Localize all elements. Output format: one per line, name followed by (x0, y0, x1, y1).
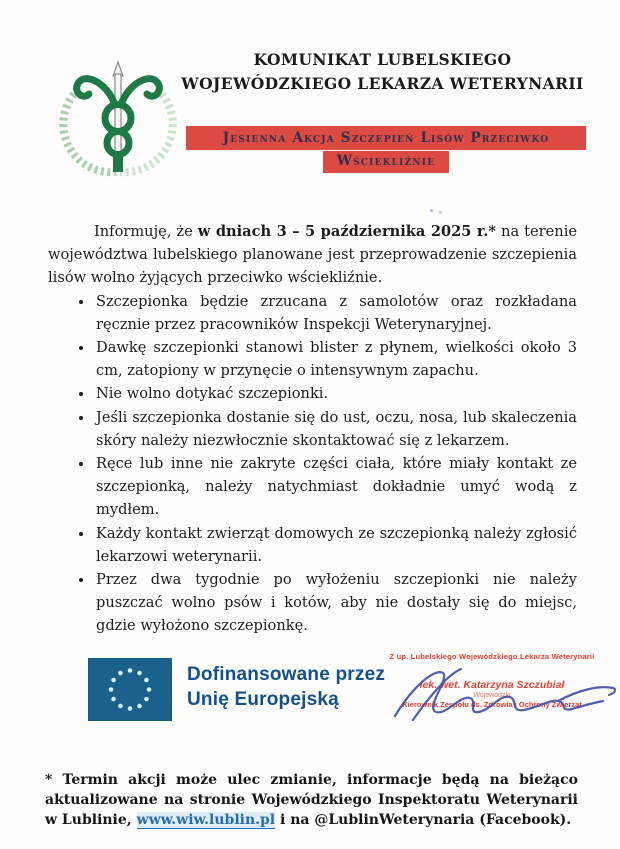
eu-funding-label-line-1: Dofinansowane przez (187, 664, 386, 685)
eu-funding-block (88, 658, 385, 721)
veterinary-caduceus-icon (58, 58, 178, 178)
eu-funding-label (187, 662, 385, 712)
bullet-item-1: • Szczepionka będzie zrzucana z samolotów oraz rozkładana ręcznie przez pracowników Inspekcji Weterynaryjnej. (94, 290, 577, 336)
intro-paragraph (48, 220, 577, 290)
bullet-list (48, 290, 577, 638)
stamp-authority-line: Z up. Lubelskiego Wojewódzkiego Lekarza Weterynarii (389, 652, 595, 661)
bullet-item-6: • Każdy kontakt zwierząt domowych ze szczepionką należy zgłosić lekarzowi weterynarii. (94, 522, 577, 568)
headline-banner (186, 126, 586, 173)
title-line-2: WOJEWÓDZKIEGO LEKARZA WETERYNARII (181, 73, 584, 93)
website-link[interactable]: www.wiw.lublin.pl (136, 811, 276, 828)
bullet-item-7: • Przez dwa tygodnie po wyłożeniu szczepionki nie należy puszczać wolno psów i kotów, aby nie dostały się do miejsc, gdzie wyłożono szczepionkę. (94, 568, 577, 638)
title-line-1: KOMUNIKAT LUBELSKIEGO (253, 50, 512, 69)
body-text (48, 220, 577, 638)
stamp-name-line: lek. wet. Katarzyna Szczubiał (419, 679, 565, 691)
intro-text-end: na terenie województwa lubelskiego planowane jest przeprowadzenie szczepienia lisów wolno żyjących przeciwko wściekliźnie. (48, 223, 577, 287)
bullet-item-5: • Ręce lub inne nie zakryte części ciała, które miały kontakt ze szczepionką, należy natychmiast dokładnie umyć wodą z mydłem. (94, 452, 577, 522)
stamp-obscured-line: Wojewódzki (473, 692, 511, 699)
eu-funding-label-line-2: Unię Europejską (187, 689, 339, 710)
banner-line-2: Wściekliźnie (323, 151, 450, 173)
eu-flag-icon (88, 658, 172, 721)
scan-artifact-dots (430, 209, 433, 212)
bullet-item-4: • Jeśli szczepionka dostanie się do ust, oczu, nosa, lub skaleczenia skóry należy niezwłocznie skontaktować się z lekarzem. (94, 406, 577, 452)
bullet-item-3: • Nie wolno dotykać szczepionki. (94, 382, 577, 405)
handwritten-signature (383, 664, 620, 726)
footnote-text-start: * Termin akcji może ulec zmianie, informacje będą na bieżąco aktualizowane na stronie Wojewódzkiego Inspektoratu Weterynarii w Lublinie, (45, 772, 578, 828)
footnote (45, 771, 578, 830)
intro-text-start: Informuję, że (94, 223, 198, 240)
document-title (178, 48, 587, 95)
footnote-text-end: i na @LublinWeterynaria (Facebook). (275, 811, 572, 828)
banner-line-1: Jesienna Akcja Szczepień Lisów Przeciwko (186, 126, 586, 150)
bullet-item-2: • Dawkę szczepionki stanowi blister z płynem, wielkości około 3 cm, zatopiony w przynęcie o intensywnym zapachu. (94, 336, 577, 382)
stamp-role-line: Kierownik Zespołu ds. Zdrowia i Ochrony Zwierząt (402, 700, 582, 709)
official-stamp (383, 652, 601, 709)
intro-dates-bold: w dniach 3 – 5 października 2025 r.* (197, 223, 496, 240)
